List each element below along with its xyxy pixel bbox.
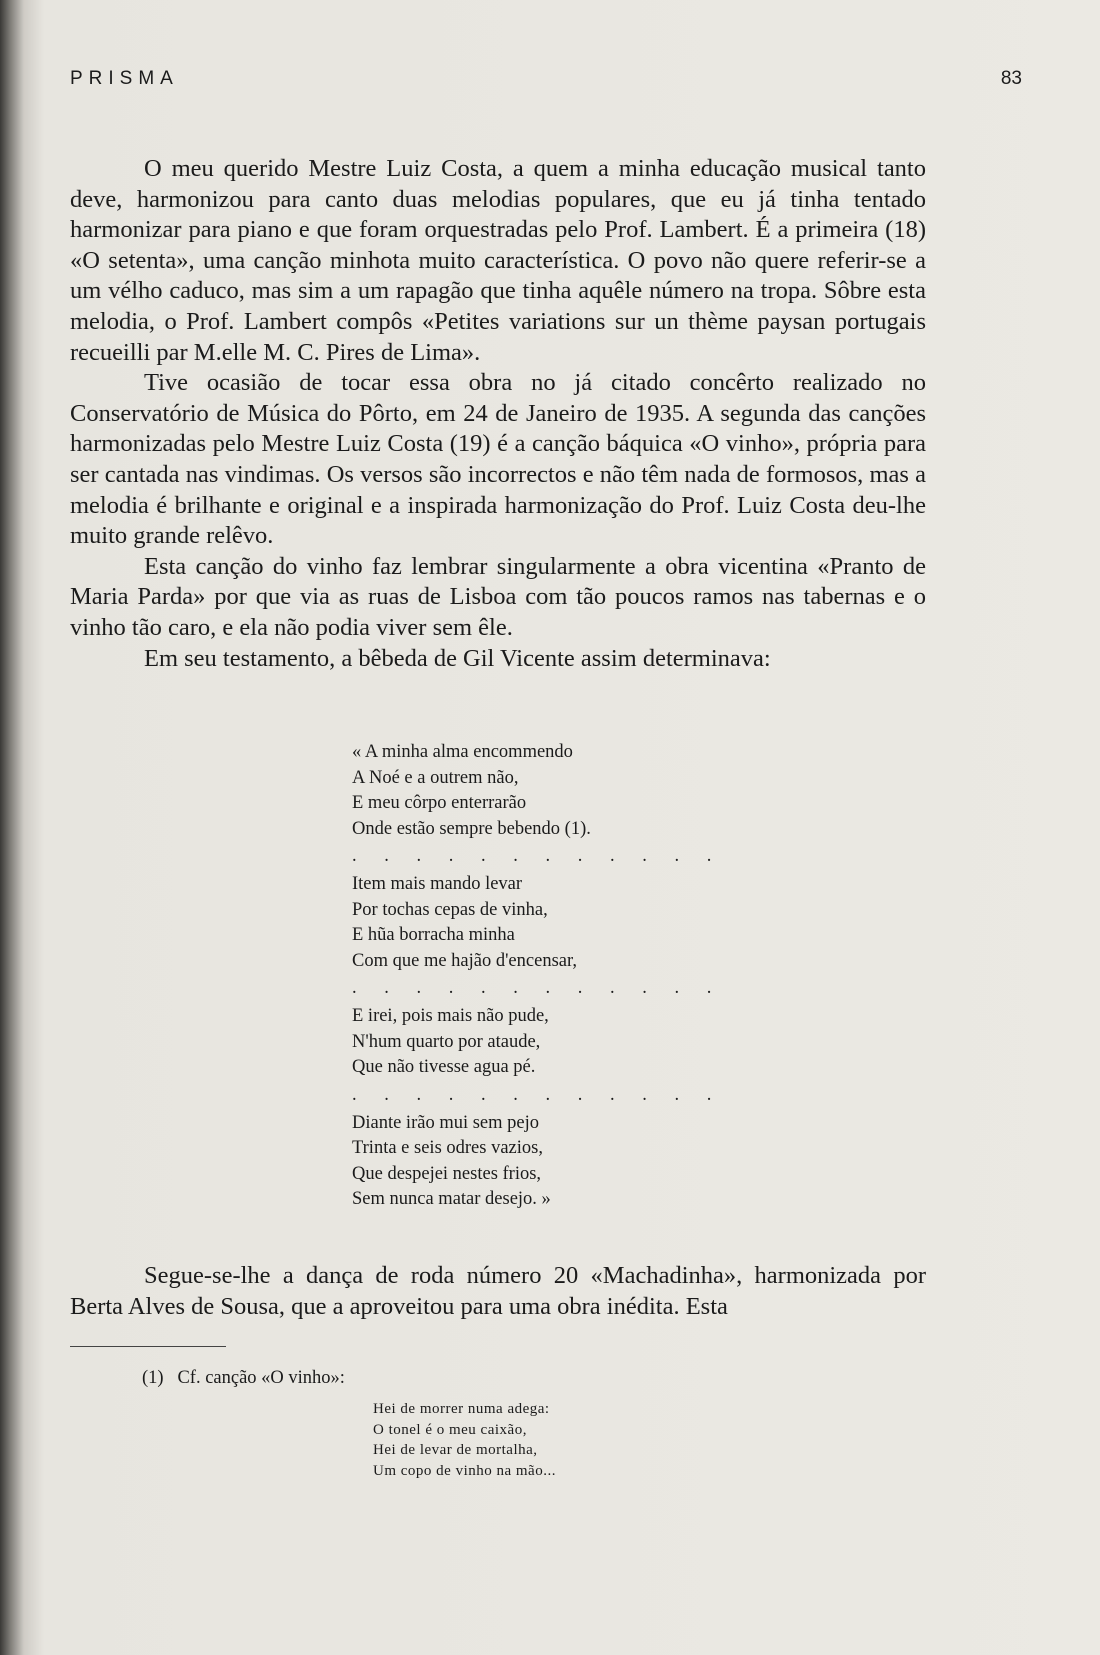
footnote-verse-line: Hei de levar de mortalha,	[373, 1442, 538, 1458]
running-title: PRISMA	[70, 68, 179, 89]
verse-line: Por tochas cepas de vinha,	[352, 899, 548, 920]
verse-line: E hũa borracha minha	[352, 925, 515, 945]
verse-quotation	[352, 740, 723, 1213]
verse-line: N'hum quarto por ataude,	[352, 1031, 541, 1052]
paragraph-4: Em seu testamento, a bêbeda de Gil Vicente assim determinava:	[144, 644, 771, 672]
verse-stanza-4	[352, 1111, 723, 1213]
verse-line: A Noé e a outrem não,	[352, 767, 519, 788]
verse-stanza-1	[352, 740, 723, 842]
footnote-text: Cf. canção «O vinho»:	[177, 1368, 345, 1388]
footnote-verse-line: Um copo de vinho na mão...	[373, 1462, 556, 1479]
footnote-verse-line: Hei de morrer numa adega:	[373, 1401, 550, 1417]
footnote-rule	[70, 1346, 226, 1347]
verse-line: E irei, pois mais não pude,	[352, 1006, 549, 1026]
verse-line: Com que me hajão d'encensar,	[352, 950, 578, 971]
page-number: 83	[1000, 68, 1022, 89]
verse-line: Que não tivesse agua pé.	[352, 1057, 536, 1077]
body-text	[70, 154, 926, 674]
paragraph-2: Tive ocasião de tocar essa obra no já citado concêrto realizado no Conservatório de Música do Pôrto, em 24 de Janeiro de 1935. A segunda das canções harmonizadas pelo Mestre Luiz Costa (19) é a canção báquica «O vinho», própria para ser cantada nas vindimas. Os versos são incorrectos e não têm nada de formosos, mas a melodia é brilhante e original e a inspirada harmonização do Prof. Luiz Costa deu-lhe muito grande relêvo.	[70, 369, 926, 550]
verse-ellipsis: . . . . . . . . . . . .	[352, 1084, 723, 1105]
verse-line: Onde estão sempre bebendo (1).	[352, 818, 591, 839]
verse-ellipsis: . . . . . . . . . . . .	[352, 978, 723, 998]
verse-line: « A minha alma encommendo	[352, 742, 573, 762]
paragraph-5: Segue-se-lhe a dança de roda número 20 «Machadinha», harmonizada por Berta Alves de Sousa, que a aproveitou para uma obra inédita. Esta	[70, 1262, 926, 1320]
verse-line: E meu côrpo enterrarão	[352, 793, 527, 813]
footnote-marker: (1)	[142, 1368, 164, 1388]
verse-line: Que despejei nestes frios,	[352, 1163, 542, 1184]
verse-stanza-3	[352, 1004, 723, 1081]
verse-line: Diante irão mui sem pejo	[352, 1112, 540, 1133]
verse-line: Sem nunca matar desejo. »	[352, 1189, 551, 1209]
verse-stanza-2	[352, 872, 723, 974]
paragraph-1: O meu querido Mestre Luiz Costa, a quem a minha educação musical tanto deve, harmonizou para canto duas melodias populares, que eu já tinha tentado harmonizar para piano e que foram orquestradas pelo Prof. Lambert. É a primeira (18) «O setenta», uma canção minhota muito característica. O povo não quere referir-se a um vélho caduco, mas sim a um rapagão que tinha aquêle número na tropa. Sôbre esta melodia, o Prof. Lambert compôs «Petites variations sur un thème paysan portugais recueilli par M.elle M. C. Pires de Lima».	[70, 155, 926, 366]
footnote	[142, 1366, 345, 1390]
footnote-verse	[373, 1399, 556, 1481]
paragraph-3: Esta canção do vinho faz lembrar singularmente a obra vicentina «Pranto de Maria Parda» por que via as ruas de Lisboa com tão poucos ramos nas tabernas e o vinho tão caro, e ela não podia viver sem êle.	[70, 552, 926, 641]
verse-line: Trinta e seis odres vazios,	[352, 1138, 543, 1158]
verse-ellipsis: . . . . . . . . . . . .	[352, 846, 723, 866]
verse-line: Item mais mando levar	[352, 874, 523, 894]
page-header	[70, 68, 1022, 90]
footnote-verse-line: O tonel é o meu caixão,	[373, 1421, 527, 1438]
